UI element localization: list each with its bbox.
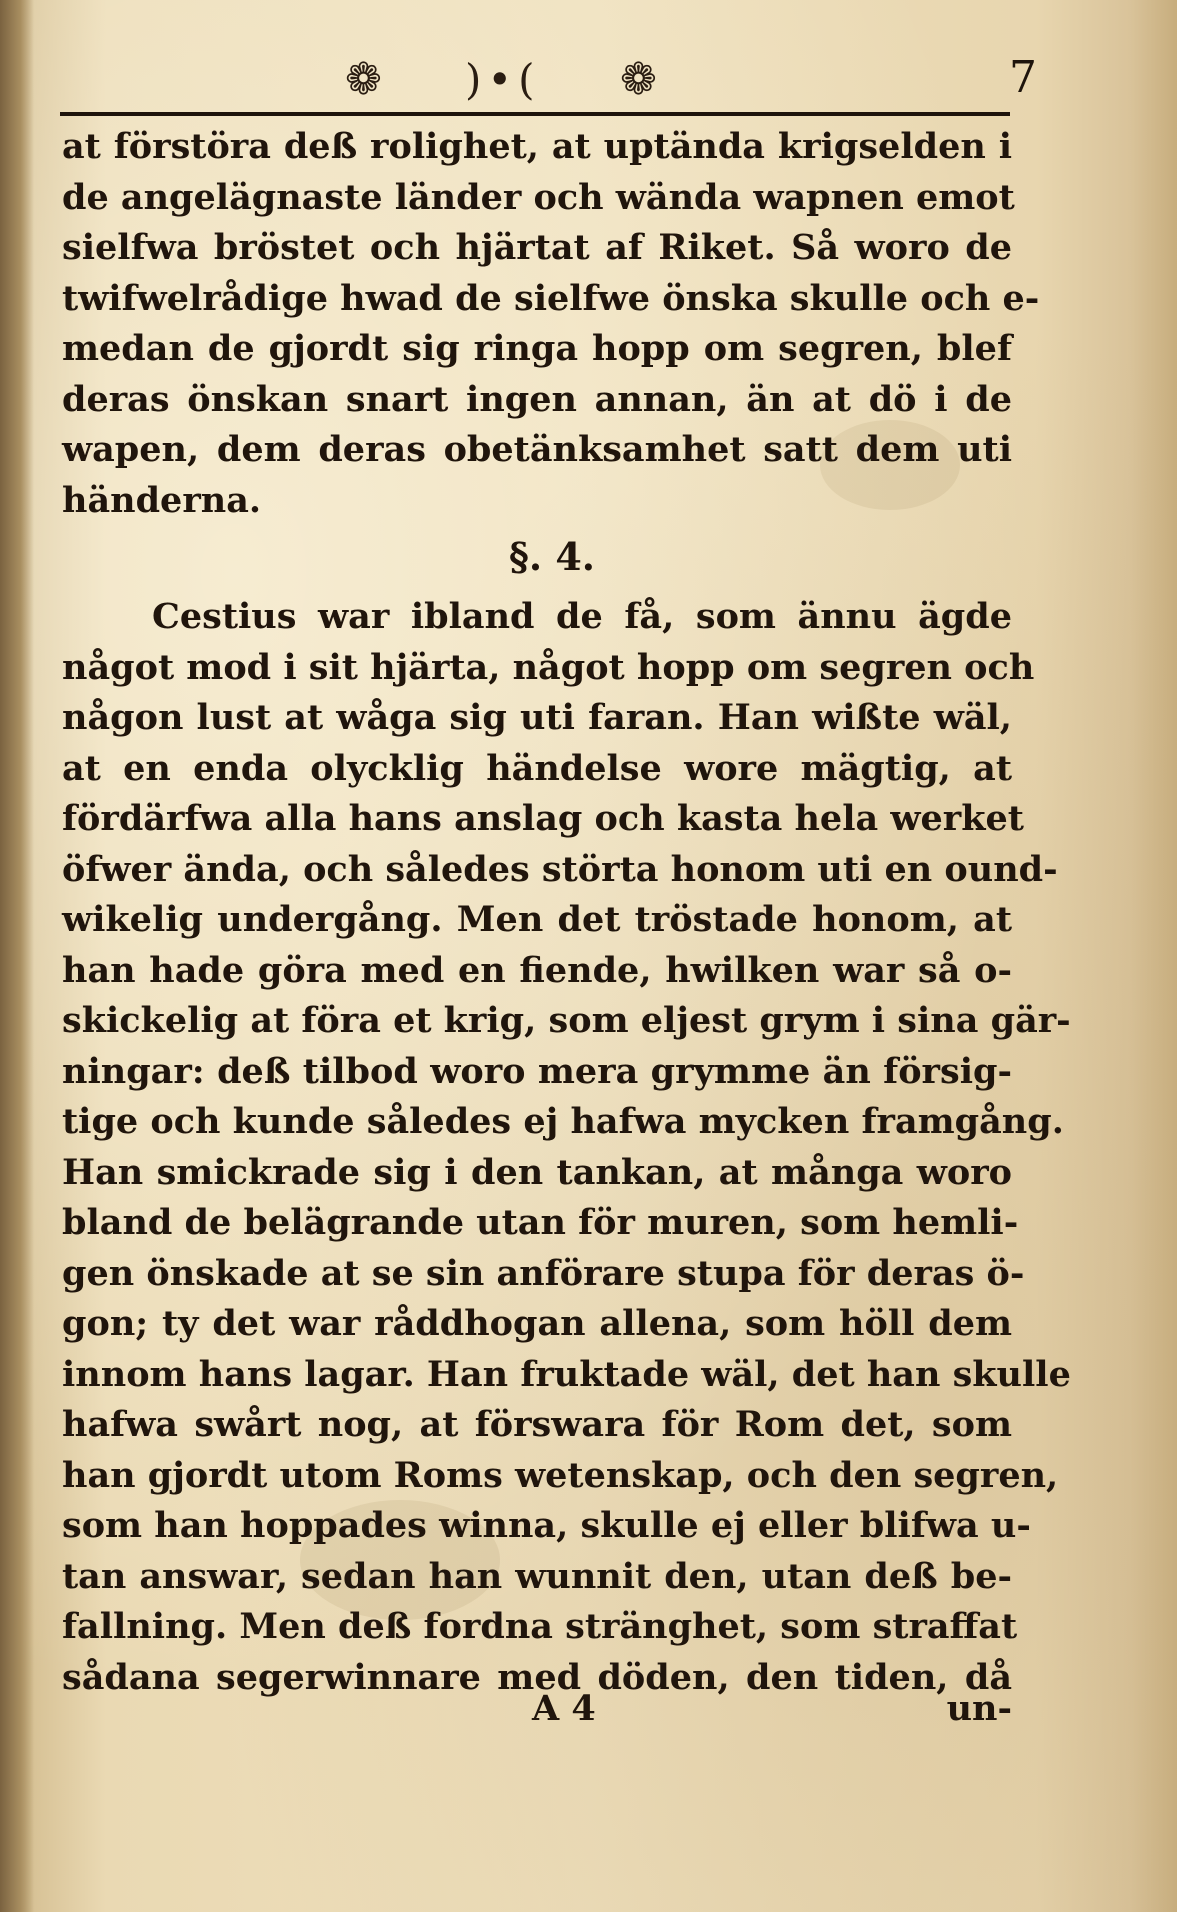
- text-line: fallning. Men deß fordna stränghet, som straffat: [62, 1606, 1018, 1647]
- flower-ornament-right-icon: ❁: [620, 54, 657, 105]
- text-line: twifwelrådige hwad de sielfwe önska skulle och e-: [62, 277, 1040, 319]
- text-line: at förstöra deß rolighet, at uptända krigselden i: [62, 126, 1012, 167]
- page-number: 7: [1009, 52, 1037, 103]
- text-line: gen önskade at se sin anförare stupa för deras ö-: [62, 1252, 1025, 1294]
- text-line: ningar: deß tilbod woro mera grymme än försig-: [62, 1050, 1012, 1092]
- header-rule: [60, 112, 1010, 116]
- text-line: sådana segerwinnare med döden, den tiden, då: [62, 1656, 1012, 1698]
- text-line: något mod i sit hjärta, något hopp om segren och: [62, 646, 1035, 688]
- text-line: de angelägnaste länder och wända wapnen emot: [62, 176, 1015, 218]
- text-line: Cestius war ibland de få, som ännu ägde: [152, 596, 1012, 637]
- text-line: wapen, dem deras obetänksamhet satt dem uti: [62, 429, 1012, 470]
- page-gutter-shadow: [0, 0, 34, 1912]
- text-line: at en enda olycklig händelse wore mägtig, at: [62, 747, 1012, 789]
- text-line: tan answar, sedan han wunnit den, utan deß be-: [62, 1555, 1012, 1597]
- text-line: han hade göra med en fiende, hwilken war så o-: [62, 949, 1012, 991]
- text-line: gon; ty det war råddhogan allena, som höll dem: [62, 1303, 1012, 1344]
- page-header: [60, 40, 1017, 120]
- page-footer: [62, 1688, 1012, 1748]
- text-line: sielfwa bröstet och hjärtat af Riket. Så woro de: [62, 227, 1012, 268]
- text-line: deras önskan snart ingen annan, än at dö i de: [62, 378, 1012, 420]
- text-line: tige och kunde således ej hafwa mycken framgång.: [62, 1101, 1064, 1142]
- text-line: medan de gjordt sig ringa hopp om segren, blef: [62, 328, 1012, 369]
- center-ornament: )•(: [465, 55, 541, 104]
- text-line: Han smickrade sig i den tankan, at många woro: [62, 1151, 1012, 1193]
- text-line: fördärfwa alla hans anslag och kasta hela werket: [62, 798, 1024, 839]
- text-line: öfwer ända, och således störta honom uti en ound-: [62, 848, 1058, 890]
- flower-ornament-left-icon: ❁: [345, 54, 382, 105]
- text-line: händerna.: [62, 479, 262, 521]
- text-line: han gjordt utom Roms wetenskap, och den segren,: [62, 1454, 1059, 1496]
- section-heading: §. 4.: [508, 534, 595, 579]
- text-line: innom hans lagar. Han fruktade wäl, det han skulle: [62, 1353, 1071, 1395]
- text-line: som han hoppades winna, skulle ej eller blifwa u-: [62, 1505, 1031, 1546]
- text-line: wikelig undergång. Men det tröstade honom, at: [62, 899, 1012, 940]
- paragraph-2: [62, 592, 1071, 1703]
- text-line: hafwa swårt nog, at förswara för Rom det, som: [62, 1404, 1012, 1445]
- catchword: un-: [946, 1688, 1012, 1729]
- signature-mark: A 4: [532, 1688, 596, 1729]
- text-line: någon lust at wåga sig uti faran. Han wißte wäl,: [62, 697, 1012, 738]
- text-line: skickelig at föra et krig, som eljest grym i sina gär-: [62, 1000, 1071, 1041]
- page-body: [62, 122, 1071, 1703]
- paragraph-1: [62, 122, 1040, 526]
- text-line: bland de belägrande utan för muren, som hemli-: [62, 1202, 1019, 1243]
